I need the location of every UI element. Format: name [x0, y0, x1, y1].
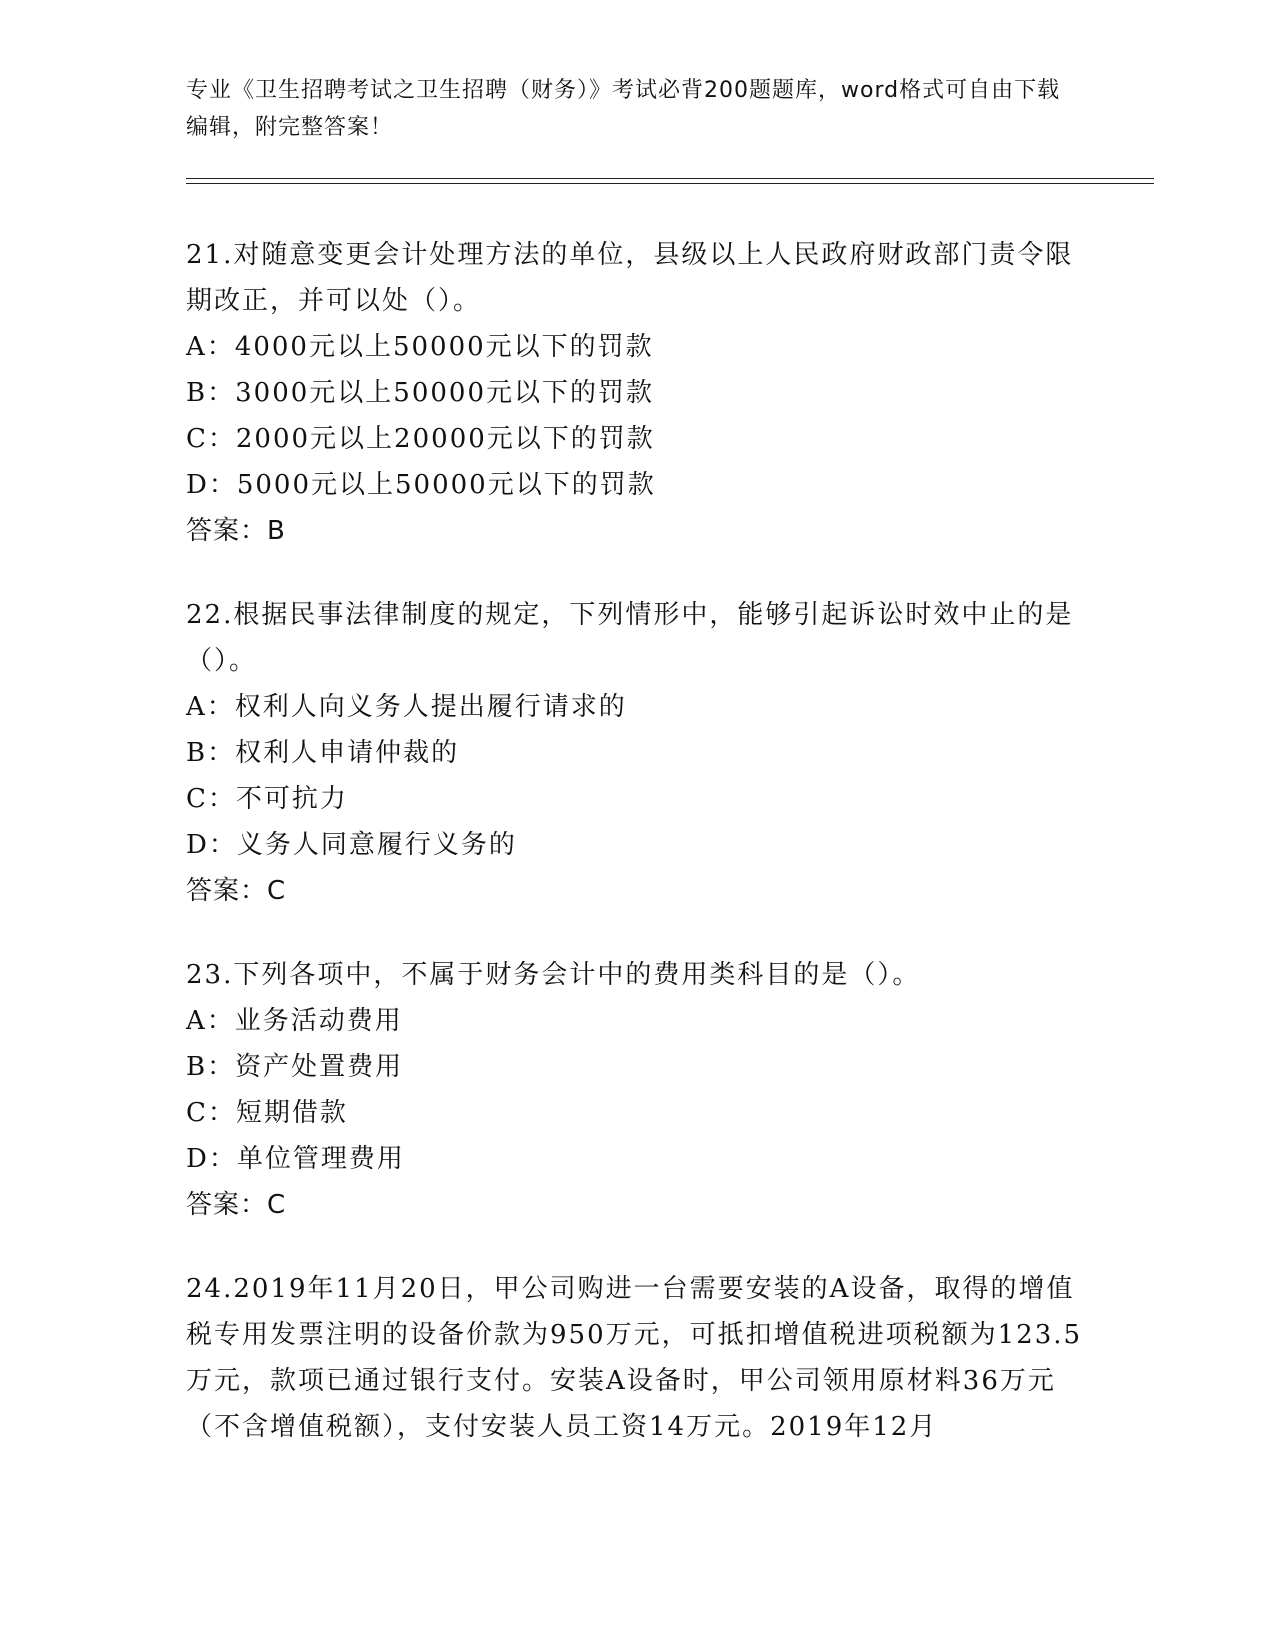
question-21 — [186, 232, 1086, 554]
question-stem: 24.2019年11月20日，甲公司购进一台需要安装的A设备，取得的增值税专用发票注明的设备价款为950万元，可抵扣增值税进项税额为123.5万元，款项已通过银行支付。安装A设备时，甲公司领用原材料36万元（不含增值税额），支付安装人员工资14万元。2019年12月 — [186, 1274, 1083, 1442]
option-c: C：不可抗力 — [186, 784, 348, 814]
option-a: A：4000元以上50000元以下的罚款 — [186, 332, 654, 362]
question-list — [186, 232, 1086, 1488]
answer-line: 答案：C — [186, 1190, 287, 1220]
document-header: 专业《卫生招聘考试之卫生招聘（财务）》考试必背200题题库，word格式可自由下载编辑，附完整答案！ — [186, 78, 1061, 140]
option-d: D：单位管理费用 — [186, 1144, 405, 1174]
option-d: D：义务人同意履行义务的 — [186, 830, 517, 860]
answer-line: 答案：B — [186, 516, 286, 546]
question-stem: 23.下列各项中，不属于财务会计中的费用类科目的是（）。 — [186, 960, 921, 990]
question-23 — [186, 952, 1086, 1228]
question-stem: 21.对随意变更会计处理方法的单位，县级以上人民政府财政部门责令限期改正，并可以处（）。 — [186, 240, 1074, 316]
option-a: A：权利人向义务人提出履行请求的 — [186, 692, 627, 722]
question-22 — [186, 592, 1086, 914]
option-c: C：短期借款 — [186, 1098, 348, 1128]
question-24 — [186, 1266, 1086, 1450]
option-b: B：资产处置费用 — [186, 1052, 404, 1082]
answer-line: 答案：C — [186, 876, 287, 906]
header-divider — [186, 178, 1154, 184]
option-d: D：5000元以上50000元以下的罚款 — [186, 470, 656, 500]
option-c: C：2000元以上20000元以下的罚款 — [186, 424, 655, 454]
option-a: A：业务活动费用 — [186, 1006, 403, 1036]
question-stem: 22.根据民事法律制度的规定，下列情形中，能够引起诉讼时效中止的是（）。 — [186, 600, 1074, 676]
option-b: B：权利人申请仲裁的 — [186, 738, 460, 768]
option-b: B：3000元以上50000元以下的罚款 — [186, 378, 654, 408]
